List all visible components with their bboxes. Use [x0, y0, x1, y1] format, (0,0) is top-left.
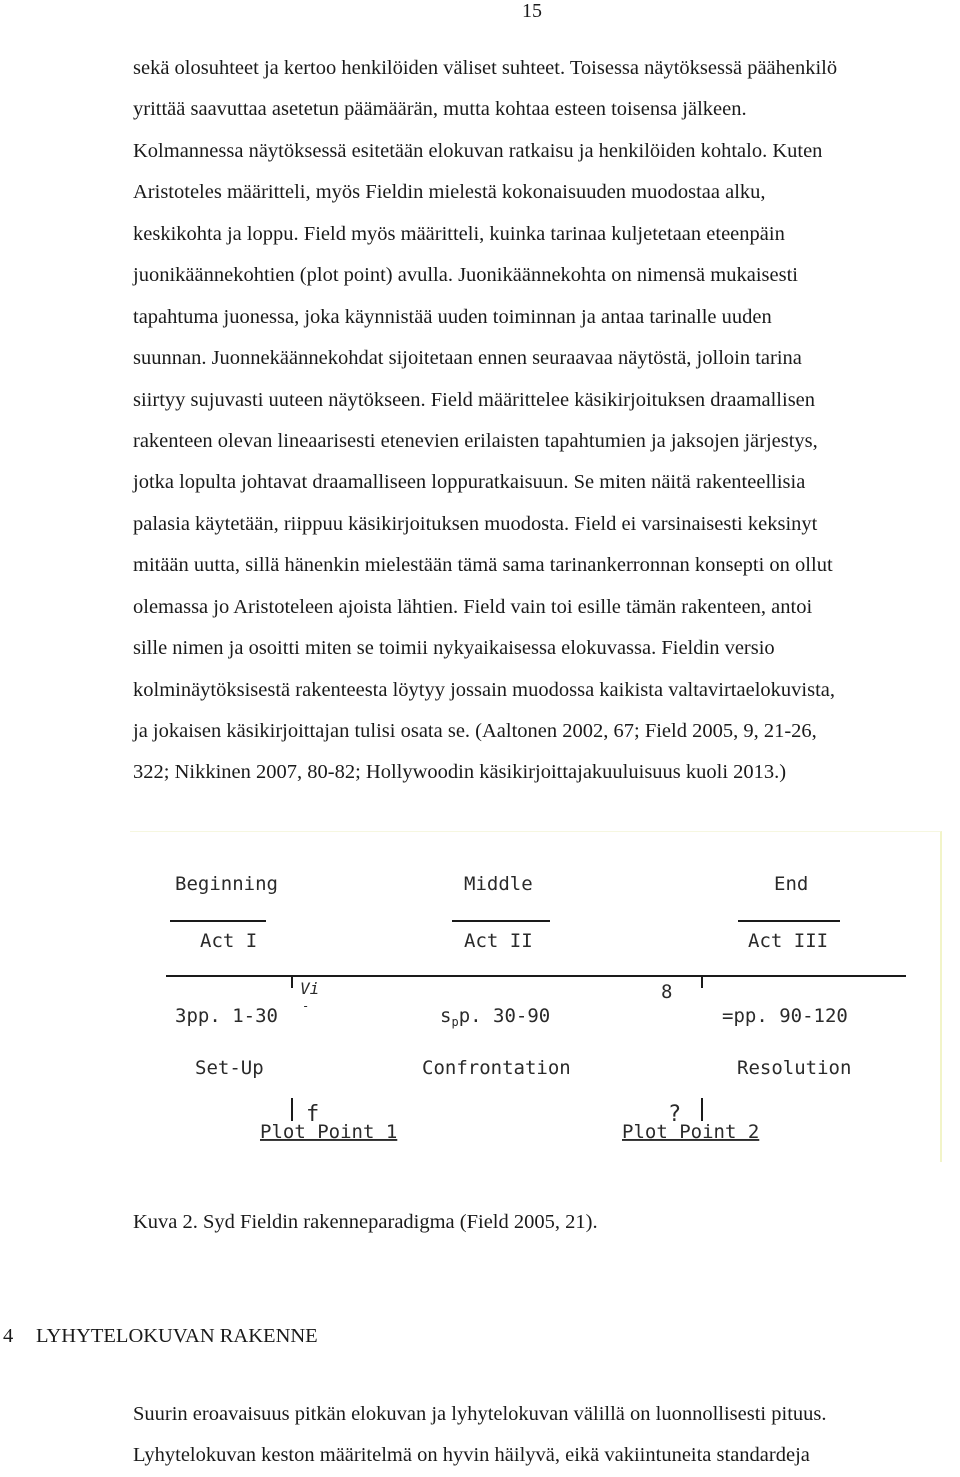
figure-caption: Kuva 2. Syd Fieldin rakenneparadigma (Field 2005, 21).	[133, 1211, 598, 1233]
text-line: olemassa jo Aristoteleen ajoista lähtien. Field vain toi esille tämän rakenteen, antoi	[133, 595, 813, 618]
body-paragraph-2	[133, 1394, 827, 1477]
page-number: 15	[522, 0, 542, 22]
pages-act-1: 3pp. 1-30	[175, 1005, 278, 1027]
pages-rest: p. 30-90	[458, 1005, 551, 1027]
text-line: Lyhytelokuvan keston määritelmä on hyvin häilyvä, eikä vakiintuneita standardeja	[133, 1444, 810, 1467]
text-line: keskikohta ja loppu. Field myös määritteli, kuinka tarinaa kuljetetaan eteenpäin	[133, 222, 785, 245]
stage-resolution: Resolution	[737, 1057, 852, 1079]
mark-vi: Vi	[300, 979, 320, 998]
pages-prefix: s	[440, 1005, 452, 1027]
section-number: 4	[3, 1325, 14, 1347]
text-line: 322; Nikkinen 2007, 80-82; Hollywoodin käsikirjoittajakuuluisuus kuoli 2013.)	[133, 761, 787, 784]
pages-subscript: p	[451, 1015, 459, 1029]
text-line: tapahtuma juonessa, joka käynnistää uuden toiminnan ja antaa tarinalle uuden	[133, 305, 772, 328]
mark-f: f	[306, 1102, 320, 1127]
plot-point-1-label: Plot Point 1	[260, 1121, 398, 1143]
text-line: suunnan. Juonnekäännekohdat sijoitetaan ennen seuraavaa näytöstä, jolloin tarina	[133, 347, 802, 370]
text-line: siirtyy sujuvasti uuteen näytökseen. Field määrittelee käsikirjoituksen draamallisen	[133, 388, 816, 411]
stage-confrontation: Confrontation	[422, 1057, 571, 1079]
part-beginning: Beginning	[175, 873, 278, 895]
part-end: End	[774, 873, 809, 895]
act-1: Act I	[200, 930, 258, 952]
text-line: sille nimen ja osoitti miten se toimii nykyaikaisessa elokuvassa. Fieldin versio	[133, 637, 775, 660]
diagram-text	[175, 873, 851, 1143]
text-line: Suurin eroavaisuus pitkän elokuvan ja lyhytelokuvan välillä on luonnollisesti pituus.	[133, 1403, 827, 1425]
body-paragraph	[133, 48, 960, 794]
plot-point-2-label: Plot Point 2	[622, 1121, 760, 1143]
part-middle: Middle	[464, 873, 533, 895]
mark-eight: 8	[661, 981, 673, 1003]
text-line: palasia käytetään, riippuu käsikirjoituksen muodosta. Field ei varsinaisesti keksinyt	[133, 512, 818, 535]
text-line: sekä olosuhteet ja kertoo henkilöiden väliset suhteet. Toisessa näytöksessä päähenkilö	[133, 57, 838, 79]
mark-question: ?	[668, 1102, 682, 1127]
text-line: mitään uutta, sillä hänenkin mielestään tämä sama tarinankerronnan konsepti on ollut	[133, 554, 833, 577]
text-line: yrittää saavuttaa asetetun päämäärän, mutta kohtaa esteen toisensa jälkeen.	[133, 98, 747, 121]
section-heading	[3, 1322, 318, 1350]
text-line: rakenteen olevan lineaarisesti etenevien erilaisten tapahtumien ja jaksojen järjestys,	[133, 429, 818, 452]
act-2: Act II	[464, 930, 533, 952]
text-line: ja jokaisen käsikirjoittajan tulisi osata se. (Aaltonen 2002, 67; Field 2005, 9, 21-26,	[133, 720, 817, 742]
mark-vi-dash: -	[302, 999, 310, 1013]
pages-act-2	[440, 1005, 550, 1029]
text-line: juonikäännekohtien (plot point) avulla. Juonikäännekohta on nimensä mukaisesti	[133, 264, 798, 287]
text-line: jotka lopulta johtavat draamalliseen loppuratkaisuun. Se miten näitä rakenteellisia	[133, 471, 806, 494]
stage-setup: Set-Up	[195, 1057, 264, 1079]
text-line: Aristoteles määritteli, myös Fieldin mielestä kokonaisuuden muodostaa alku,	[133, 181, 766, 204]
act-3: Act III	[748, 930, 829, 952]
section-title: LYHYTELOKUVAN RAKENNE	[36, 1325, 318, 1347]
text-line: kolminäytöksisestä rakenteesta löytyy jossain muodossa kaikista valtavirtaelokuvista,	[133, 678, 835, 701]
paradigm-diagram	[130, 832, 940, 1162]
paradigm-figure	[130, 831, 942, 1162]
pages-act-3: =pp. 90-120	[722, 1005, 848, 1027]
text-line: Kolmannessa näytöksessä esitetään elokuvan ratkaisu ja henkilöiden kohtalo. Kuten	[133, 139, 823, 162]
